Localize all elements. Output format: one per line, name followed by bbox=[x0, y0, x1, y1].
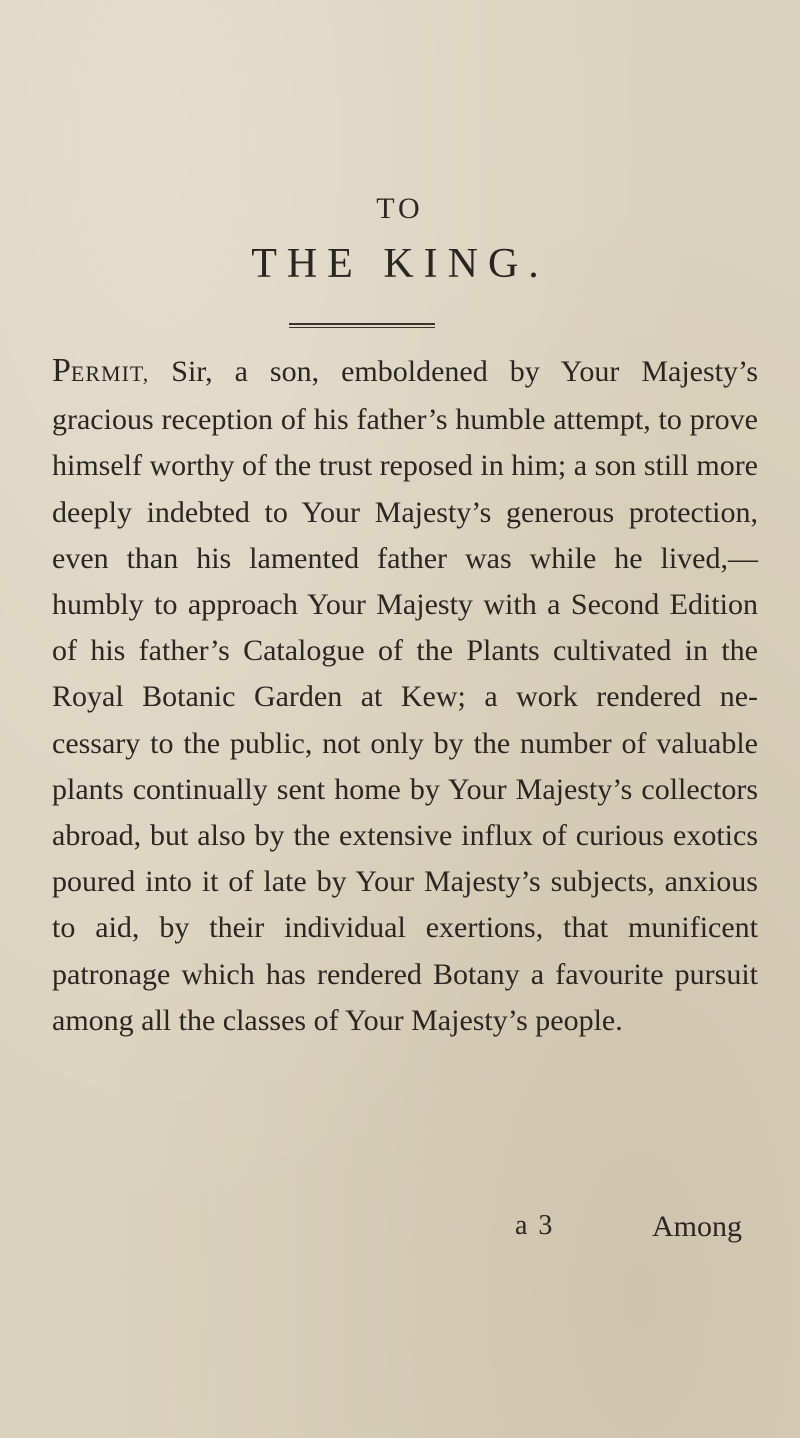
dedication-to-heading: TO bbox=[376, 192, 424, 225]
page-footer bbox=[0, 1210, 800, 1256]
opening-word-smallcaps: ERMIT, bbox=[70, 361, 150, 386]
dedication-body-text: Sir, a son, emboldened by Your Majesty’s gracious reception of his father’s humble attempt, to prove himself worthy of the trust reposed in him; a son still more deeply indebted to Your Majesty’s generous protection, even than his lamented father was while he lived,—humbly to approach Your Majesty with a Second Edition of his father’s Catalogue of the Plants cultivated in the Royal Botanic Garden at Kew; a work rendered ne-cessary to the public, not only by the number of valuable plants continually sent home by Your Majesty’s collectors abroad, but also by the extensive influx of curious exotics poured into it of late by Your Majesty’s subjects, anxious to aid, by their individual exertions, that munificent patronage which has rendered Botany a favourite pursuit among all the classes of Your Majesty’s people. bbox=[52, 355, 758, 1037]
title-rule-divider bbox=[289, 323, 435, 325]
catchword: Among bbox=[652, 1210, 742, 1243]
signature-mark: a 3 bbox=[515, 1210, 555, 1241]
dedication-title: THE KING. bbox=[251, 241, 549, 287]
drop-capital: P bbox=[52, 352, 71, 389]
dedication-paragraph bbox=[52, 348, 758, 1044]
